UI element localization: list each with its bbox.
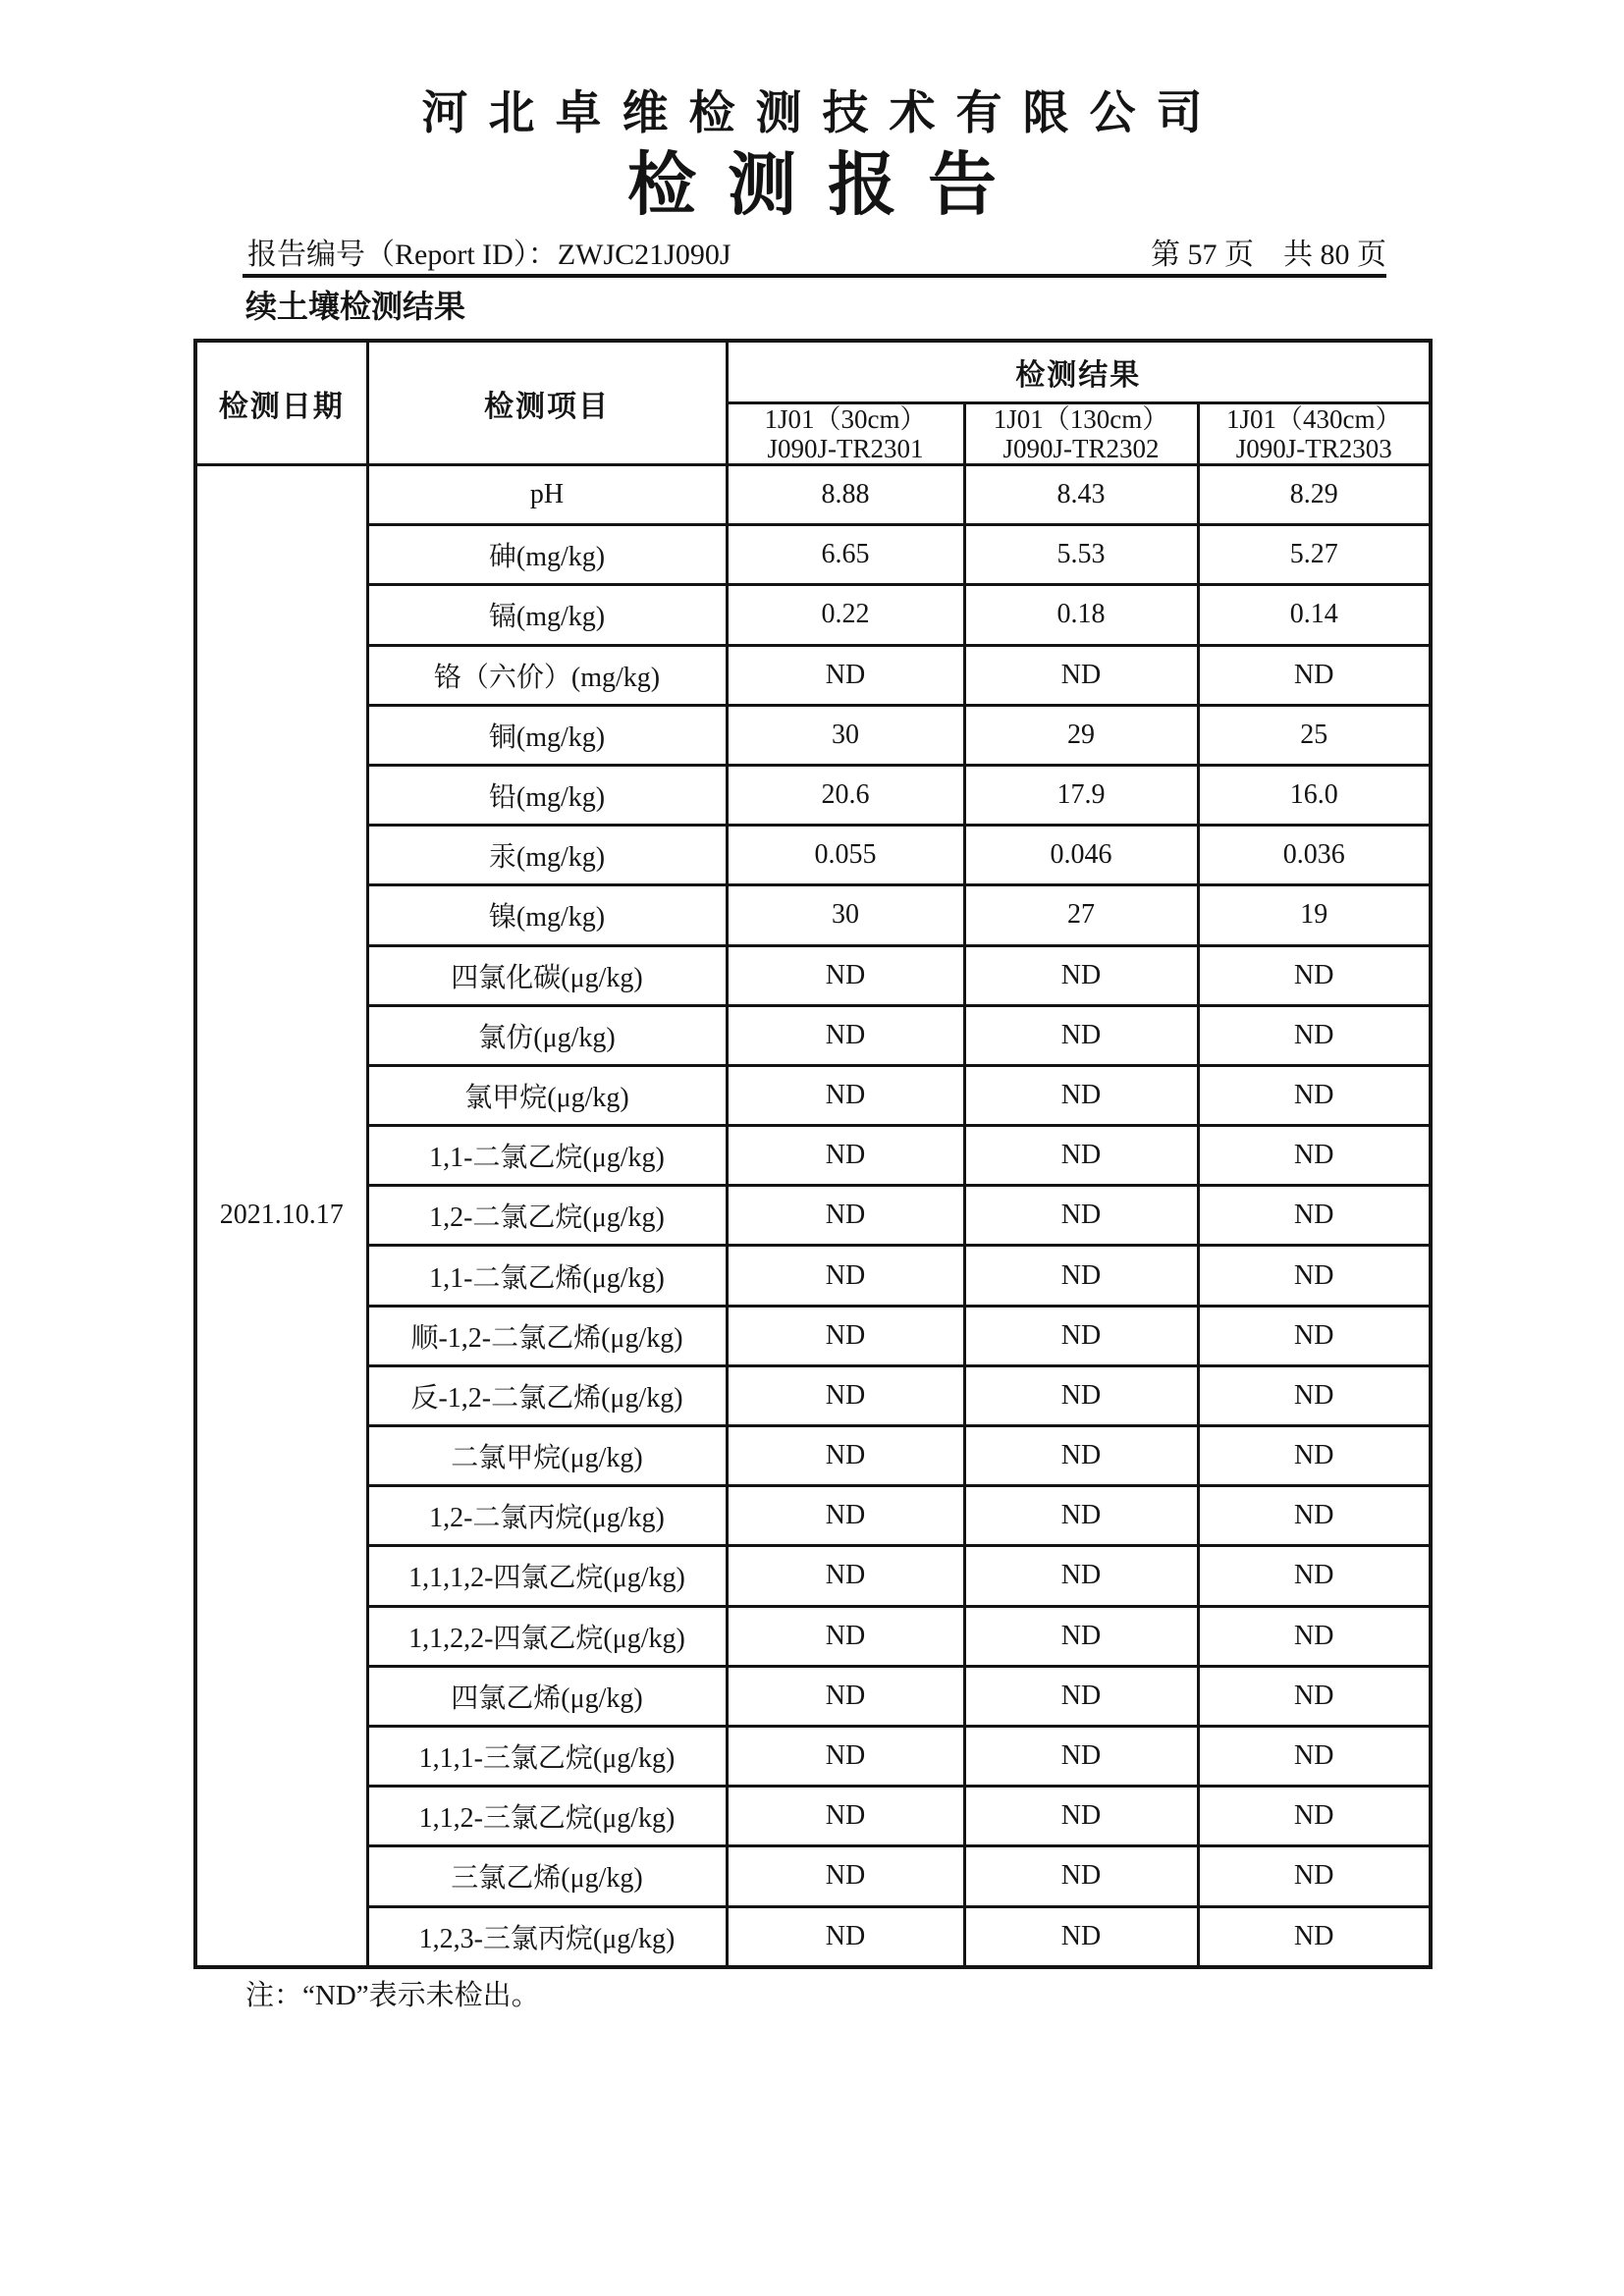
sample-id: 1J01（130cm） <box>993 404 1169 434</box>
test-item-cell: 二氯甲烷(μg/kg) <box>367 1426 727 1486</box>
table-row <box>195 1787 1431 1846</box>
test-item-cell: 四氯乙烯(μg/kg) <box>367 1666 727 1726</box>
result-value-cell: 8.29 <box>1198 465 1431 525</box>
result-value-cell: ND <box>964 1606 1198 1666</box>
table-row <box>195 1726 1431 1786</box>
test-item-cell: 1,1-二氯乙烷(μg/kg) <box>367 1126 727 1186</box>
test-item-cell: 反-1,2-二氯乙烯(μg/kg) <box>367 1365 727 1425</box>
table-row <box>195 1126 1431 1186</box>
result-value-cell: ND <box>1198 1005 1431 1065</box>
header-test-date: 检测日期 <box>195 341 367 465</box>
result-value-cell: ND <box>727 1787 964 1846</box>
result-value-cell: ND <box>727 1065 964 1125</box>
test-item-cell: 砷(mg/kg) <box>367 525 727 585</box>
test-item-cell: 氯甲烷(μg/kg) <box>367 1065 727 1125</box>
table-row <box>195 1486 1431 1546</box>
table-row <box>195 1365 1431 1425</box>
table-row <box>195 945 1431 1005</box>
result-value-cell: 8.43 <box>964 465 1198 525</box>
sample-column-header-3 <box>1198 403 1431 465</box>
result-value-cell: 0.055 <box>727 826 964 885</box>
result-value-cell: ND <box>727 1426 964 1486</box>
result-value-cell: ND <box>727 1005 964 1065</box>
page-number: 第 57 页 共 80 页 <box>1151 239 1386 271</box>
result-value-cell: ND <box>727 1846 964 1906</box>
test-date-cell: 2021.10.17 <box>195 465 367 1967</box>
result-value-cell: ND <box>727 1666 964 1726</box>
table-row <box>195 1546 1431 1606</box>
result-value-cell: ND <box>1198 1546 1431 1606</box>
result-value-cell: ND <box>964 1365 1198 1425</box>
result-value-cell: ND <box>964 1666 1198 1726</box>
header-divider <box>243 274 1386 278</box>
test-item-cell: 氯仿(μg/kg) <box>367 1005 727 1065</box>
report-id-label: 报告编号（Report ID）： <box>247 239 558 271</box>
section-title: 续土壤检测结果 <box>245 289 466 324</box>
table-row <box>195 705 1431 765</box>
result-value-cell: ND <box>1198 1906 1431 1967</box>
result-value-cell: ND <box>1198 1065 1431 1125</box>
result-value-cell: ND <box>964 1126 1198 1186</box>
table-row <box>195 1306 1431 1365</box>
test-item-cell: 1,1,1,2-四氯乙烷(μg/kg) <box>367 1546 727 1606</box>
result-value-cell: ND <box>1198 1306 1431 1365</box>
table-row <box>195 465 1431 525</box>
table-row <box>195 1186 1431 1246</box>
result-value-cell: 17.9 <box>964 765 1198 825</box>
result-value-cell: ND <box>727 1186 964 1246</box>
result-value-cell: 30 <box>727 885 964 945</box>
result-value-cell: ND <box>964 1906 1198 1967</box>
result-value-cell: 0.18 <box>964 585 1198 645</box>
report-id-value: ZWJC21J090J <box>557 239 731 271</box>
test-item-cell: 镉(mg/kg) <box>367 585 727 645</box>
test-item-cell: 1,1,1-三氯乙烷(μg/kg) <box>367 1726 727 1786</box>
result-value-cell: ND <box>964 1726 1198 1786</box>
result-value-cell: ND <box>727 1546 964 1606</box>
sample-code: J090J-TR2302 <box>1002 434 1160 463</box>
result-value-cell: ND <box>1198 1787 1431 1846</box>
test-item-cell: 铜(mg/kg) <box>367 705 727 765</box>
results-table <box>193 339 1433 1969</box>
sample-code: J090J-TR2301 <box>767 434 924 463</box>
result-value-cell: ND <box>964 1246 1198 1306</box>
result-value-cell: ND <box>727 645 964 705</box>
result-value-cell: ND <box>727 1306 964 1365</box>
table-row <box>195 1606 1431 1666</box>
result-value-cell: ND <box>1198 1846 1431 1906</box>
report-id <box>247 238 731 273</box>
result-value-cell: ND <box>1198 1666 1431 1726</box>
test-item-cell: 1,1-二氯乙烯(μg/kg) <box>367 1246 727 1306</box>
result-value-cell: ND <box>1198 1606 1431 1666</box>
result-value-cell: ND <box>1198 645 1431 705</box>
table-row <box>195 826 1431 885</box>
result-value-cell: ND <box>1198 945 1431 1005</box>
result-value-cell: ND <box>727 1126 964 1186</box>
sample-column-header-2 <box>964 403 1198 465</box>
result-value-cell: ND <box>1198 1186 1431 1246</box>
table-row <box>195 1666 1431 1726</box>
result-value-cell: 6.65 <box>727 525 964 585</box>
header-test-item: 检测项目 <box>367 341 727 465</box>
table-row <box>195 645 1431 705</box>
result-value-cell: ND <box>727 1486 964 1546</box>
results-tbody <box>195 465 1431 1967</box>
sample-id: 1J01（430cm） <box>1226 404 1402 434</box>
result-value-cell: ND <box>964 645 1198 705</box>
result-value-cell: 20.6 <box>727 765 964 825</box>
table-row <box>195 1005 1431 1065</box>
company-name: 河北卓维检测技术有限公司 <box>421 88 1223 139</box>
result-value-cell: 0.22 <box>727 585 964 645</box>
test-item-cell: 顺-1,2-二氯乙烯(μg/kg) <box>367 1306 727 1365</box>
result-value-cell: ND <box>964 1005 1198 1065</box>
result-value-cell: 29 <box>964 705 1198 765</box>
sample-code: J090J-TR2303 <box>1235 434 1392 463</box>
sample-id: 1J01（30cm） <box>764 404 927 434</box>
report-header-line <box>247 238 1386 273</box>
result-value-cell: ND <box>1198 1246 1431 1306</box>
result-value-cell: ND <box>727 945 964 1005</box>
table-row <box>195 1846 1431 1906</box>
result-value-cell: ND <box>1198 1726 1431 1786</box>
result-value-cell: ND <box>1198 1426 1431 1486</box>
test-item-cell: 四氯化碳(μg/kg) <box>367 945 727 1005</box>
result-value-cell: ND <box>1198 1365 1431 1425</box>
report-title: 检测报告 <box>627 148 1028 224</box>
result-value-cell: ND <box>727 1906 964 1967</box>
result-value-cell: ND <box>964 1186 1198 1246</box>
result-value-cell: 30 <box>727 705 964 765</box>
result-value-cell: 8.88 <box>727 465 964 525</box>
result-value-cell: 5.27 <box>1198 525 1431 585</box>
result-value-cell: 0.046 <box>964 826 1198 885</box>
result-value-cell: ND <box>727 1365 964 1425</box>
test-item-cell: 汞(mg/kg) <box>367 826 727 885</box>
test-item-cell: 三氯乙烯(μg/kg) <box>367 1846 727 1906</box>
test-item-cell: 铅(mg/kg) <box>367 765 727 825</box>
sample-column-header-1 <box>727 403 964 465</box>
result-value-cell: ND <box>964 1846 1198 1906</box>
test-item-cell: 镍(mg/kg) <box>367 885 727 945</box>
test-item-cell: 铬（六价）(mg/kg) <box>367 645 727 705</box>
result-value-cell: 19 <box>1198 885 1431 945</box>
result-value-cell: ND <box>964 1306 1198 1365</box>
result-value-cell: 27 <box>964 885 1198 945</box>
table-row <box>195 765 1431 825</box>
table-row <box>195 885 1431 945</box>
result-value-cell: 5.53 <box>964 525 1198 585</box>
test-item-cell: 1,1,2,2-四氯乙烷(μg/kg) <box>367 1606 727 1666</box>
test-item-cell: 1,2-二氯乙烷(μg/kg) <box>367 1186 727 1246</box>
header-test-result: 检测结果 <box>727 341 1431 403</box>
result-value-cell: ND <box>1198 1126 1431 1186</box>
table-row <box>195 1065 1431 1125</box>
test-item-cell: 1,2,3-三氯丙烷(μg/kg) <box>367 1906 727 1967</box>
result-value-cell: ND <box>964 1426 1198 1486</box>
result-value-cell: ND <box>1198 1486 1431 1546</box>
result-value-cell: 16.0 <box>1198 765 1431 825</box>
test-item-cell: pH <box>367 465 727 525</box>
result-value-cell: 0.14 <box>1198 585 1431 645</box>
table-row <box>195 1906 1431 1967</box>
result-value-cell: 25 <box>1198 705 1431 765</box>
test-item-cell: 1,2-二氯丙烷(μg/kg) <box>367 1486 727 1546</box>
result-value-cell: ND <box>727 1606 964 1666</box>
result-value-cell: ND <box>964 1787 1198 1846</box>
result-value-cell: ND <box>727 1726 964 1786</box>
result-value-cell: ND <box>727 1246 964 1306</box>
test-item-cell: 1,1,2-三氯乙烷(μg/kg) <box>367 1787 727 1846</box>
result-value-cell: 0.036 <box>1198 826 1431 885</box>
table-row <box>195 585 1431 645</box>
result-value-cell: ND <box>964 945 1198 1005</box>
table-row <box>195 1246 1431 1306</box>
footnote: 注：“ND”表示未检出。 <box>245 1980 540 2011</box>
result-value-cell: ND <box>964 1486 1198 1546</box>
table-row <box>195 1426 1431 1486</box>
result-value-cell: ND <box>964 1546 1198 1606</box>
result-value-cell: ND <box>964 1065 1198 1125</box>
table-row <box>195 525 1431 585</box>
